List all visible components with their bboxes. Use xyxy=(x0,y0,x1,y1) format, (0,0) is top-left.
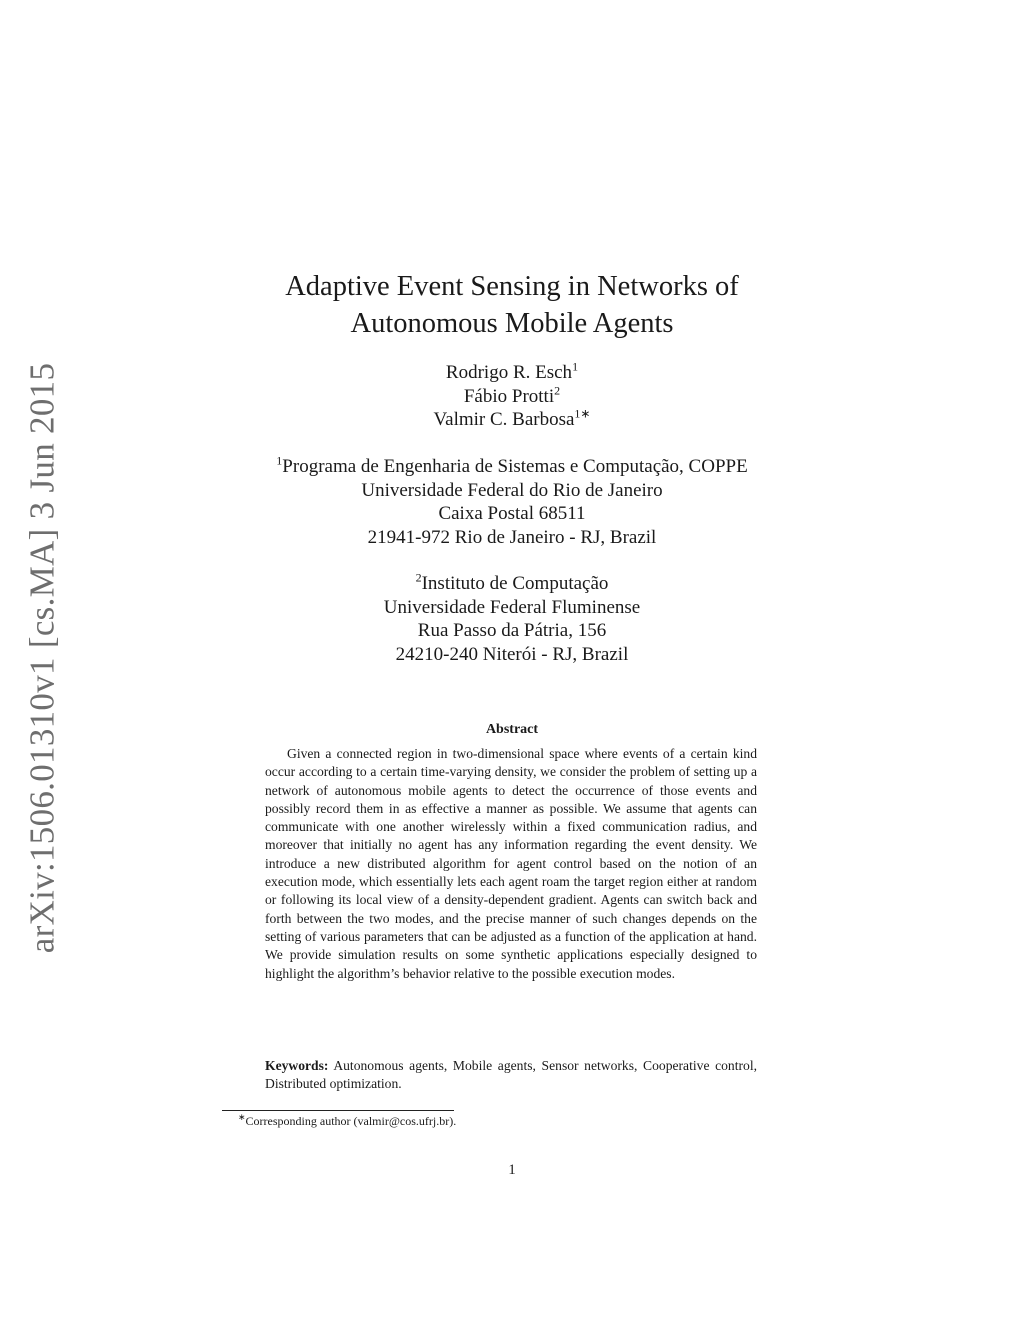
affiliation-2 xyxy=(0,572,1024,666)
title-line-2: Autonomous Mobile Agents xyxy=(350,308,674,339)
affiliation-line: 21941-972 Rio de Janeiro - RJ, Brazil xyxy=(367,526,657,548)
arxiv-identifier-text: arXiv:1506.01310v1 [cs.MA] 3 Jun 2015 xyxy=(22,362,61,953)
keywords-list: Autonomous agents, Mobile agents, Sensor networks, Cooperative control, Distributed optimization. xyxy=(265,1058,757,1092)
author-mark: 2 xyxy=(554,383,561,398)
affiliation-line: Universidade Federal do Rio de Janeiro xyxy=(361,479,663,501)
footnote-mark: ∗ xyxy=(238,1112,246,1122)
footnote-text: Corresponding author (valmir@cos.ufrj.br). xyxy=(245,1114,457,1128)
affiliation-line: 24210-240 Niterói - RJ, Brazil xyxy=(395,643,629,665)
affiliation-line: Rua Passo da Pátria, 156 xyxy=(417,620,607,641)
keywords-label: Keywords: xyxy=(265,1058,329,1073)
page-number: 1 xyxy=(508,1162,516,1178)
affiliation-mark: 1 xyxy=(276,453,283,468)
paper-title xyxy=(0,268,1024,342)
author-mark: 1∗ xyxy=(574,406,591,421)
affiliation-line: $^1$Programa de Engenharia de Sistemas e Computação, COPPE xyxy=(276,453,748,477)
author-name: Valmir C. Barbosa xyxy=(433,409,575,430)
author xyxy=(0,408,1024,432)
affiliation-line: Caixa Postal 68511 xyxy=(438,503,586,524)
footnote xyxy=(238,1113,456,1129)
author xyxy=(0,361,1024,385)
author-list xyxy=(0,361,1024,432)
author-name: Fábio Protti xyxy=(463,385,555,407)
keywords xyxy=(265,1057,757,1094)
affiliation-line: $^2$Instituto de Computação xyxy=(415,570,609,594)
author xyxy=(0,385,1024,409)
author-mark: 1 xyxy=(572,359,579,374)
footnote-divider xyxy=(222,1110,454,1111)
affiliation-line: Universidade Federal Fluminense xyxy=(383,596,641,618)
affiliation-1 xyxy=(0,455,1024,549)
affiliation-mark: 2 xyxy=(415,570,422,585)
abstract-body: Given a connected region in two-dimensional space where events of a certain kind occur according to a certain time-varying density, we consider the problem of setting up a network of autonomous mobile agents to detect the occurrence of those events and possibly record them in as effective a manner as possible. We assume that agents can communicate with one another wirelessly within a fixed communication radius, and moreover that initially no agent has any information regarding the event density. We introduce a new distributed algorithm for agent control based on the notion of an execution mode, which essentially lets each agent roam the target region either at random or following its local view of a density-dependent gradient. Agents can switch back and forth between the two modes, and the precise manner of such changes depends on the setting of various parameters that can be adjusted as a function of the application at hand. We provide simulation results on some synthetic applications especially designed to highlight the algorithm’s behavior relative to the possible execution modes. xyxy=(265,746,757,981)
title-line-1: Adaptive Event Sensing in Networks of xyxy=(285,271,739,302)
abstract-heading: Abstract xyxy=(485,722,539,737)
author-name: Rodrigo R. Esch xyxy=(445,362,573,383)
